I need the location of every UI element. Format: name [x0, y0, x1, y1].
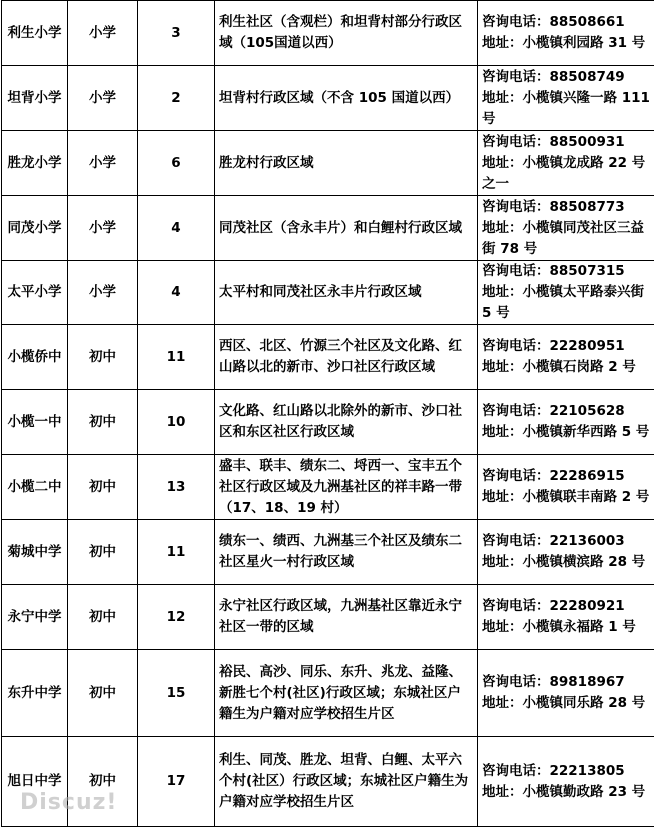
contact-address: 地址：小榄镇兴隆一路 111 号 [482, 89, 650, 127]
contact-address: 地址：小榄镇勤政路 23 号 [482, 783, 646, 800]
enrollment-area-cell: 文化路、红山路以北除外的新市、沙口社区和东区社区行政区域 [215, 390, 478, 455]
class-count-cell: 11 [138, 325, 215, 390]
contact-phone: 咨询电话：88508773 [482, 198, 625, 215]
contact-address: 地址：小榄镇永福路 1 号 [482, 619, 636, 635]
contact-info-cell [478, 737, 654, 827]
contact-info-cell [478, 455, 654, 520]
class-count-cell: 2 [138, 66, 215, 131]
enrollment-area-cell: 裕民、高沙、同乐、东升、兆龙、益隆、新胜七个村(社区)行政区域；东城社区户籍生为户籍对应学校招生片区 [215, 650, 478, 737]
table-row [2, 325, 654, 390]
enrollment-area-cell: 盛丰、联丰、绩东二、埒西一、宝丰五个社区行政区域及九洲基社区的祥丰路一带（17、18、19 村） [215, 455, 478, 520]
school-name-cell: 菊城中学 [2, 520, 68, 585]
table-row [2, 66, 654, 131]
school-level-cell: 小学 [68, 1, 138, 66]
table-row [2, 261, 654, 325]
table-row [2, 737, 654, 827]
school-name-cell: 小榄二中 [2, 455, 68, 520]
enrollment-area-cell: 坦背村行政区域（不含 105 国道以西） [215, 66, 478, 131]
school-name-cell: 永宁中学 [2, 585, 68, 650]
class-count-cell: 4 [138, 261, 215, 325]
contact-info-cell [478, 1, 654, 66]
school-name-cell: 坦背小学 [2, 66, 68, 131]
contact-info-cell [478, 66, 654, 131]
table-row [2, 455, 654, 520]
contact-info-cell [478, 585, 654, 650]
contact-phone: 咨询电话：22105628 [482, 403, 625, 419]
school-name-cell: 东升中学 [2, 650, 68, 737]
table-row [2, 585, 654, 650]
school-name-cell: 小榄侨中 [2, 325, 68, 390]
table-row [2, 650, 654, 737]
table-row [2, 1, 654, 66]
enrollment-area-cell: 绩东一、绩西、九洲基三个社区及绩东二社区星火一村行政区域 [215, 520, 478, 585]
contact-info-cell [478, 650, 654, 737]
contact-address: 地址：小榄镇龙成路 22 号之一 [482, 154, 646, 192]
contact-address: 地址：小榄镇联丰南路 2 号 [482, 489, 650, 505]
contact-address: 地址：小榄镇横滨路 28 号 [482, 554, 646, 570]
enrollment-area-cell: 永宁社区行政区域，九洲基社区靠近永宁社区一带的区域 [215, 585, 478, 650]
class-count-cell: 17 [138, 737, 215, 827]
contact-address: 地址：小榄镇石岗路 2 号 [482, 359, 636, 375]
contact-phone: 咨询电话：22213805 [482, 762, 625, 779]
school-level-cell: 小学 [68, 261, 138, 325]
contact-phone: 咨询电话：22286915 [482, 468, 625, 484]
contact-phone: 咨询电话：88500931 [482, 133, 625, 150]
school-level-cell: 小学 [68, 66, 138, 131]
school-name-cell: 太平小学 [2, 261, 68, 325]
contact-info-cell [478, 196, 654, 261]
school-level-cell: 初中 [68, 325, 138, 390]
contact-phone: 咨询电话：22136003 [482, 533, 625, 549]
contact-phone: 咨询电话：22280921 [482, 598, 625, 614]
enrollment-area-cell: 利生社区（含观栏）和坦背村部分行政区域（105国道以西） [215, 1, 478, 66]
school-level-cell: 初中 [68, 520, 138, 585]
class-count-cell: 13 [138, 455, 215, 520]
class-count-cell: 12 [138, 585, 215, 650]
school-level-cell: 初中 [68, 585, 138, 650]
contact-phone: 咨询电话：89818967 [482, 674, 625, 690]
school-name-cell: 胜龙小学 [2, 131, 68, 196]
enrollment-area-cell: 西区、北区、竹源三个社区及文化路、红山路以北的新市、沙口社区行政区域 [215, 325, 478, 390]
school-level-cell: 初中 [68, 390, 138, 455]
class-count-cell: 11 [138, 520, 215, 585]
contact-phone: 咨询电话：88508661 [482, 14, 625, 30]
school-level-cell: 初中 [68, 737, 138, 827]
school-level-cell: 小学 [68, 131, 138, 196]
contact-info-cell [478, 325, 654, 390]
school-name-cell: 利生小学 [2, 1, 68, 66]
contact-info-cell [478, 261, 654, 325]
school-admission-table [1, 0, 654, 827]
table-row [2, 196, 654, 261]
class-count-cell: 15 [138, 650, 215, 737]
class-count-cell: 6 [138, 131, 215, 196]
contact-address: 地址：小榄镇新华西路 5 号 [482, 424, 650, 440]
contact-address: 地址：小榄镇同乐路 28 号 [482, 695, 646, 711]
school-level-cell: 小学 [68, 196, 138, 261]
enrollment-area-cell: 同茂社区（含永丰片）和白鲤村行政区域 [215, 196, 478, 261]
contact-phone: 咨询电话：88507315 [482, 263, 625, 279]
table-body [2, 1, 654, 827]
school-level-cell: 初中 [68, 650, 138, 737]
school-name-cell: 旭日中学 [2, 737, 68, 827]
contact-address: 地址：小榄镇同茂社区三益街 78 号 [482, 219, 644, 257]
contact-info-cell [478, 520, 654, 585]
enrollment-area-cell: 太平村和同茂社区永丰片行政区域 [215, 261, 478, 325]
contact-info-cell [478, 390, 654, 455]
class-count-cell: 3 [138, 1, 215, 66]
discuz-watermark: Discuz! [20, 790, 118, 815]
school-level-cell: 初中 [68, 455, 138, 520]
school-name-cell: 小榄一中 [2, 390, 68, 455]
contact-address: 地址：小榄镇太平路泰兴街 5 号 [482, 284, 644, 321]
class-count-cell: 4 [138, 196, 215, 261]
school-name-cell: 同茂小学 [2, 196, 68, 261]
contact-phone: 咨询电话：88508749 [482, 68, 625, 85]
table-row [2, 520, 654, 585]
enrollment-area-cell: 胜龙村行政区域 [215, 131, 478, 196]
table-row [2, 390, 654, 455]
contact-address: 地址：小榄镇利园路 31 号 [482, 35, 646, 51]
contact-info-cell [478, 131, 654, 196]
contact-phone: 咨询电话：22280951 [482, 338, 625, 354]
table-row [2, 131, 654, 196]
class-count-cell: 10 [138, 390, 215, 455]
enrollment-area-cell: 利生、同茂、胜龙、坦背、白鲤、太平六个村(社区）行政区域；东城社区户籍生为户籍对应学校招生片区 [215, 737, 478, 827]
